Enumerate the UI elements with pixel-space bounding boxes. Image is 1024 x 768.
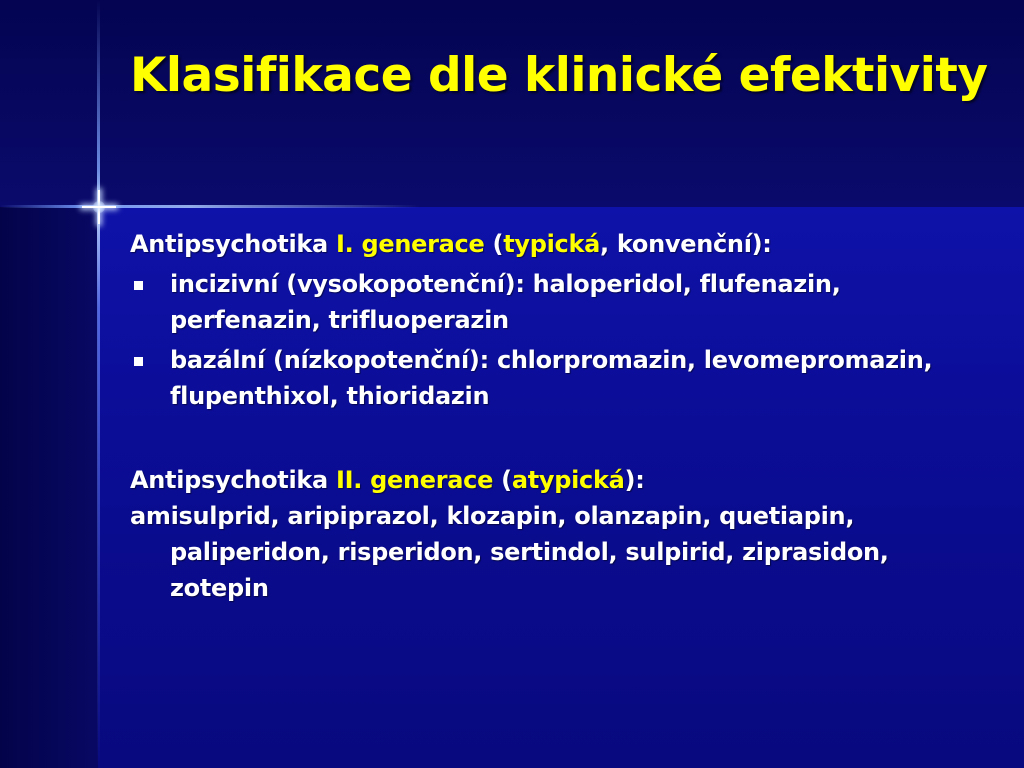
first-gen-heading xyxy=(130,226,990,262)
list-item xyxy=(130,342,990,414)
second-gen-heading xyxy=(130,462,990,498)
first-gen-paren: ( xyxy=(492,230,504,258)
first-gen-list xyxy=(130,266,990,414)
second-gen-drugs: amisulprid, aripiprazol, klozapin, olanzapin, quetiapin, paliperidon, risperidon, sertindol, sulpirid, ziprasidon, zotepin xyxy=(130,502,889,602)
sparkle-icon xyxy=(82,190,116,224)
second-gen-label: Antipsychotika xyxy=(130,466,328,494)
slide-title: Klasifikace dle klinické efektivity xyxy=(130,48,988,103)
first-gen-gen: I. generace xyxy=(336,230,485,258)
left-band xyxy=(0,207,98,768)
slide-body xyxy=(130,226,990,606)
list-item-text: incizivní (vysokopotenční): haloperidol, flufenazin, perfenazin, trifluoperazin xyxy=(170,270,841,334)
second-gen-rest: ): xyxy=(624,466,645,494)
square-bullet-icon xyxy=(134,281,143,290)
section-gap xyxy=(130,418,990,462)
first-gen-type: typická xyxy=(503,230,601,258)
second-gen-gen: II. generace xyxy=(336,466,494,494)
list-item-text: bazální (nízkopotenční): chlorpromazin, levomepromazin, flupenthixol, thioridazin xyxy=(170,346,933,410)
second-gen-type: atypická xyxy=(511,466,625,494)
list-item xyxy=(130,266,990,338)
decorative-vertical-line xyxy=(97,0,100,768)
first-gen-rest: , konvenční): xyxy=(600,230,772,258)
first-gen-label: Antipsychotika xyxy=(130,230,328,258)
square-bullet-icon xyxy=(134,357,143,366)
second-gen-paren: ( xyxy=(501,466,512,494)
decorative-horizontal-line xyxy=(0,205,420,208)
